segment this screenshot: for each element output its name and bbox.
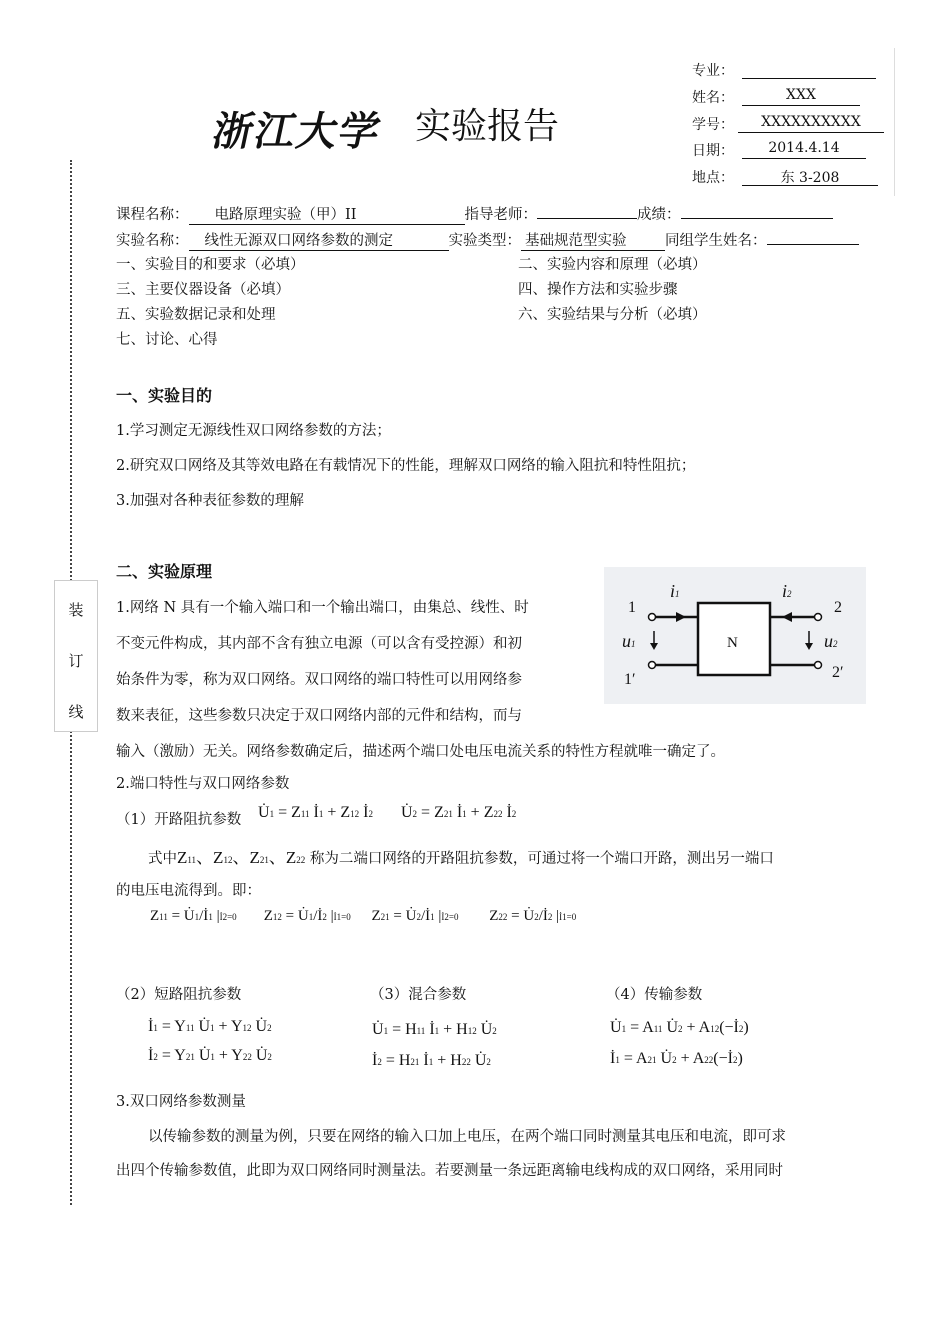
info-student-id-value[interactable]: XXXXXXXXXX <box>738 114 884 133</box>
port2-label: 2 <box>834 599 842 616</box>
section1-list <box>116 414 695 519</box>
voltage-u1-arrow <box>650 643 658 650</box>
open-circuit-equations: U̇1 = Z11 İ1 + Z12 İ2 U̇2 = Z21 İ1 + Z22 İ2 <box>258 804 517 821</box>
hybrid-label: （3）混合参数 <box>370 987 467 1003</box>
university-calligraphy-logo: 浙江大学 <box>208 108 387 155</box>
info-date-value[interactable]: 2014.4.14 <box>742 140 866 159</box>
experiment-name-value[interactable]: 线性无源双口网络参数的测定 <box>189 229 449 251</box>
port1p-label: 1′ <box>624 671 636 688</box>
u2-label: u2 <box>824 631 838 651</box>
open-circuit-label: （1）开路阻抗参数 <box>116 812 242 828</box>
current-i2-arrow <box>782 612 792 622</box>
info-name: 姓名： XXX <box>692 87 734 107</box>
measurement-text-1: 以传输参数的测量为例，只要在网络的输入口加上电压，在两个端口同时测量其电压和电流，即可求 <box>148 1129 786 1145</box>
i1-label: i1 <box>670 581 680 601</box>
teacher-value[interactable] <box>537 218 637 219</box>
info-date: 日期： 2014.4.14 <box>692 140 734 160</box>
score-value[interactable] <box>681 218 833 219</box>
report-title: 实验报告 <box>415 106 560 147</box>
info-location-value[interactable]: 东 3-208 <box>742 167 878 186</box>
z-definitions: Z11 = U̇1/İ1 |İ2=0 Z12 = U̇1/İ2 |İ1=0 Z21 = U̇2/İ1 |İ2=0 Z22 = U̇2/İ2 |İ1=0 <box>150 908 577 924</box>
section2-paragraph-1: 1.网络 N 具有一个输入端口和一个输出端口，由集总、线性、时 不变元件构成，其内部不含有独立电源（可以含有受控源）和初 始条件为零，称为双口网络。双口网络的端口特性可以用网络参 数来表征，这些参数只决定于双口网络内部的元件和结构，而与 输入（激励）无关。网络参数确定后，描述两个端口处电压电流关系的特性方程就唯一确定了。 <box>116 600 725 760</box>
port2p-label: 2′ <box>832 664 844 681</box>
section2-sub2-title: 2.端口特性与双口网络参数 <box>116 776 290 792</box>
section2-title: 二、实验原理 <box>116 562 213 581</box>
toc-right: 二、实验内容和原理（必填） 四、操作方法和实验步骤 六、实验结果与分析（必填） <box>518 257 707 323</box>
short-circuit-equations: İ1 = Y11 U̇1 + Y12 U̇2 İ2 = Y21 U̇1 + Y22 U̇2 <box>148 1018 272 1064</box>
transmission-equations: U̇1 = A11 U̇2 + A12(−İ2) İ1 = A21 U̇2 + A22(−İ2) <box>610 1019 749 1067</box>
info-divider <box>894 48 895 196</box>
course-row-1: 课程名称： 电路原理实验（甲）II 指导老师： 成绩： <box>116 203 833 225</box>
voltage-u2-arrow <box>805 643 813 650</box>
binding-label: 装 订 线 <box>54 580 98 732</box>
port1-label: 1 <box>628 599 636 616</box>
short-circuit-label: （2）短路阻抗参数 <box>116 987 242 1003</box>
experiment-type-value[interactable]: 基础规范型实验 <box>521 229 665 251</box>
open-circuit-description: 式中Z11、Z12、Z21、Z22 称为二端口网络的开路阻抗参数，可通过将一个端口开路，测出另一端口 <box>148 848 774 867</box>
transmission-label: （4）传输参数 <box>606 987 703 1003</box>
section1-title: 一、实验目的 <box>116 386 213 405</box>
i2-label: i2 <box>782 581 792 601</box>
network-label: N <box>727 635 738 651</box>
section2-sub3-title: 3.双口网络参数测量 <box>116 1094 246 1110</box>
info-location: 地点： 东 3-208 <box>692 167 734 187</box>
course-row-2: 实验名称： 线性无源双口网络参数的测定 实验类型： 基础规范型实验 同组学生姓名： <box>116 229 859 251</box>
u1-label: u1 <box>622 631 636 651</box>
list-item: 3.加强对各种表征参数的理解 <box>116 493 304 509</box>
partner-value[interactable] <box>767 244 859 245</box>
toc-left: 一、实验目的和要求（必填） 三、主要仪器设备（必填） 五、实验数据记录和处理 七、讨论、心得 <box>116 257 305 348</box>
info-student-id: 学号： XXXXXXXXXX <box>692 114 734 134</box>
info-name-value[interactable]: XXX <box>742 87 860 106</box>
two-port-figure <box>604 567 866 704</box>
info-major-value[interactable] <box>742 60 876 79</box>
measurement-text-2: 出四个传输参数值，此即为双口网络同时测量法。若要测量一条远距离输电线构成的双口网络，采用同时 <box>116 1163 783 1179</box>
hybrid-equations: U̇1 = H11 İ1 + H12 U̇2 İ2 = H21 İ1 + H22 U̇2 <box>372 1021 497 1069</box>
list-item: 2.研究双口网络及其等效电路在有载情况下的性能，理解双口网络的输入阻抗和特性阻抗； <box>116 458 696 474</box>
course-name-value[interactable]: 电路原理实验（甲）II <box>189 203 465 225</box>
open-circuit-description-2: 的电压电流得到。即： <box>116 883 261 899</box>
list-item: 1.学习测定无源线性双口网络参数的方法； <box>116 423 391 439</box>
current-i1-arrow <box>676 612 686 622</box>
info-major: 专业： <box>692 60 734 80</box>
